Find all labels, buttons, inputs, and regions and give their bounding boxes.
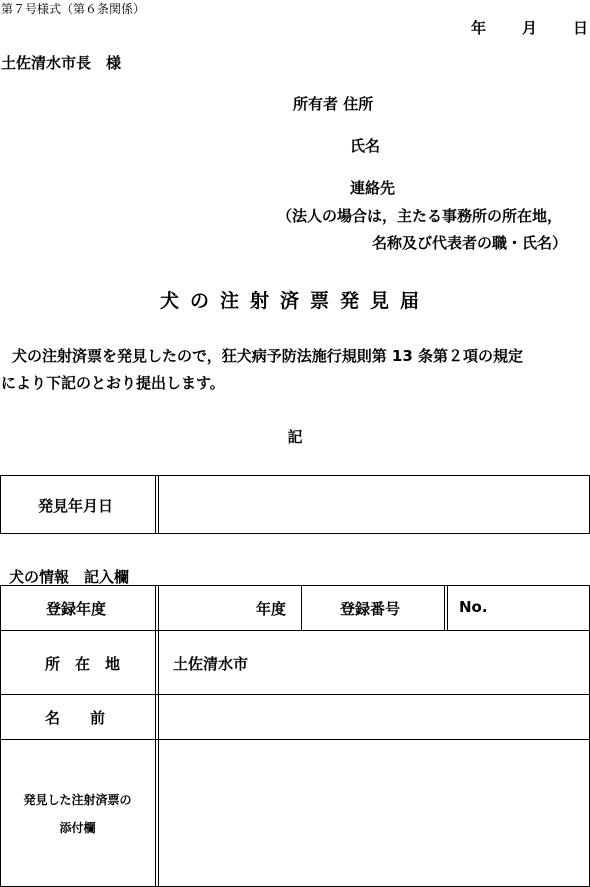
row-divider-3 <box>0 739 590 740</box>
ki-heading: 記 <box>287 428 303 446</box>
discovery-date-label: 発見年月日 <box>38 497 114 515</box>
corporate-note-line2: 名称及び代表者の職・氏名） <box>372 234 568 252</box>
document-title: 犬の注射済票発見届 <box>159 290 430 312</box>
dog-name-label: 名 前 <box>45 709 106 727</box>
owner-name-label: 氏名 <box>350 137 381 155</box>
registration-number-value: No. <box>459 598 488 616</box>
row-divider-1 <box>0 630 590 631</box>
discovery-date-divider-inner <box>158 475 159 534</box>
number-label-divider <box>444 585 445 630</box>
tag-attachment-label-line2: 添付欄 <box>59 821 96 835</box>
body-text-line2: により下記のとおり提出します。 <box>1 374 225 392</box>
owner-address-label: 所有者 住所 <box>293 95 374 113</box>
registration-number-label: 登録番号 <box>340 600 401 618</box>
date-year-label: 年 <box>470 19 486 37</box>
registration-year-suffix: 年度 <box>256 600 287 618</box>
body-text-line1: 犬の注射済票を発見したので，狂犬病予防法施行規則第 13 条第２項の規定 <box>12 347 524 365</box>
owner-contact-label: 連絡先 <box>350 179 396 197</box>
addressee: 土佐清水市長 様 <box>1 54 122 72</box>
date-month-label: 月 <box>521 19 537 37</box>
date-field <box>471 17 588 38</box>
tag-attachment-area[interactable] <box>160 741 588 885</box>
dog-info-section-title: 犬の情報 記入欄 <box>9 568 130 586</box>
dog-name-input[interactable] <box>160 696 588 738</box>
location-value: 土佐清水市 <box>173 655 249 673</box>
corporate-note-line1: （法人の場合は，主たる事務所の所在地， <box>277 207 563 225</box>
row-divider-2 <box>0 694 590 695</box>
location-label: 所 在 地 <box>45 655 121 673</box>
tag-attachment-label <box>0 786 155 842</box>
number-label-divider-inner <box>447 585 448 630</box>
date-day-label: 日 <box>572 19 588 37</box>
tag-attachment-label-line1: 発見した注射済票の <box>23 793 132 807</box>
discovery-date-divider <box>155 475 156 534</box>
year-number-divider <box>301 585 302 630</box>
registration-year-label: 登録年度 <box>46 600 107 618</box>
discovery-date-input[interactable] <box>160 476 588 533</box>
form-number: 第７号様式（第６条関係） <box>1 2 146 16</box>
